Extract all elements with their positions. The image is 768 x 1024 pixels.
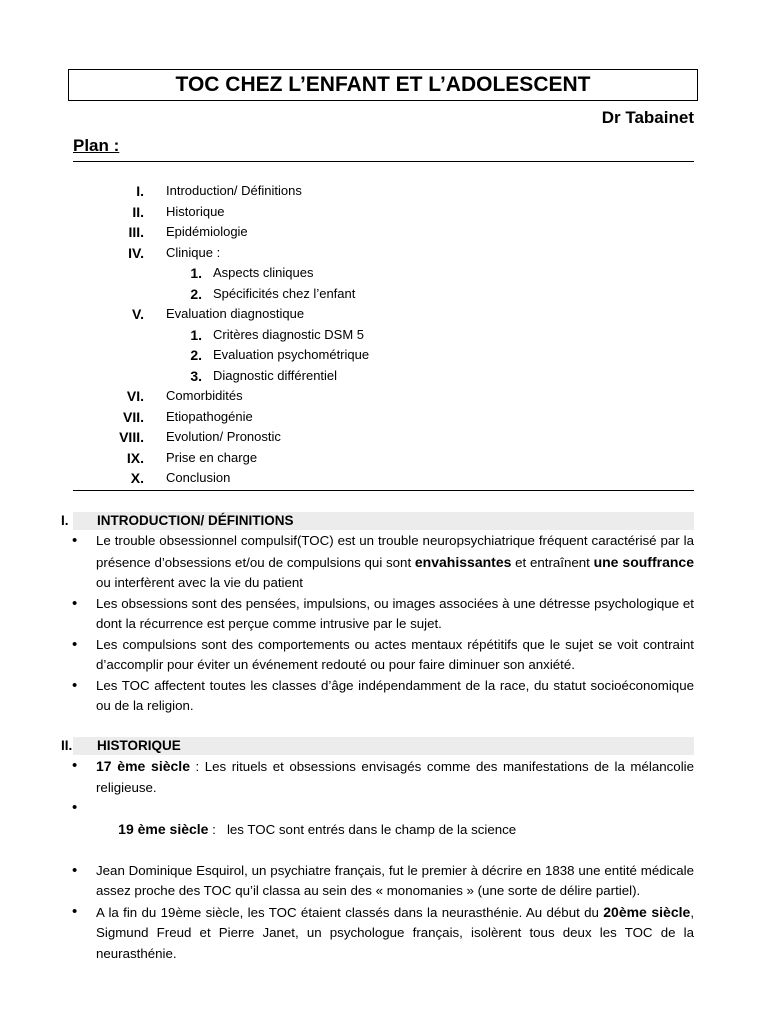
section-title: INTRODUCTION/ DÉFINITIONS [97, 513, 294, 528]
toc-subitem-number: 2. [190, 347, 202, 363]
bullet-text: : les TOC sont entrés dans le champ de la science [208, 821, 517, 837]
toc-subitem-label: Critères diagnostic DSM 5 [213, 326, 364, 342]
section-number: I. [61, 513, 69, 528]
bullet-item [96, 635, 694, 676]
toc-item [0, 243, 768, 264]
bullet-text: : Les rituels et obsessions envisagés comme des manifestations de la mélancolie religieuse. [96, 759, 694, 795]
toc-item-number: IV. [128, 244, 144, 261]
bullet-item [96, 902, 694, 965]
toc-subitem [0, 325, 768, 346]
toc-item-number: VIII. [119, 429, 144, 445]
bullet-bold-text: envahissantes [414, 553, 512, 570]
toc-subitem [0, 284, 768, 305]
toc-item [0, 202, 768, 223]
section-heading-introduction [61, 512, 694, 530]
toc-item-label: Clinique : [166, 244, 221, 260]
bullet-item [96, 531, 694, 594]
bullet-text: Jean Dominique Esquirol, un psychiatre français, fut le premier à décrire en 1838 une entité médicale assez proche des TOC qu’il classa au sein des « monomanies » (une sorte de délire partiel). [96, 862, 694, 898]
toc-item-label: Historique [166, 203, 225, 219]
toc-item-label: Evolution/ Pronostic [166, 429, 281, 444]
toc-subitem [0, 345, 768, 366]
section-number: II. [61, 738, 73, 753]
bullet-text: ou interfèrent avec la vie du patient [96, 575, 303, 590]
bullet-item [96, 798, 694, 861]
toc-subitem [0, 263, 768, 284]
toc-item-label: Conclusion [166, 470, 231, 485]
toc-subitem-label: Diagnostic différentiel [213, 367, 338, 383]
bullet-text: Les obsessions sont des pensées, impulsions, ou images associées à une détresse psychologique et dont la récurrence est perçue comme intrusive par le sujet. [96, 595, 694, 631]
toc-subitem-number: 2. [190, 285, 202, 302]
bullet-text: Les compulsions sont des comportements ou actes mentaux répétitifs que le sujet se voit contraint d’accomplir pour éviter un événement redouté ou pour faire diminuer son anxiété. [96, 636, 694, 672]
toc-item-label: Comorbidités [166, 388, 243, 403]
section-bullets-introduction [96, 531, 694, 717]
toc-item-label: Prise en charge [166, 449, 258, 465]
bullet-item [96, 594, 694, 635]
toc-item [0, 304, 768, 325]
toc-item-number: IX. [126, 449, 144, 466]
bullet-item [96, 861, 694, 902]
toc-item-label: Evaluation diagnostique [166, 306, 305, 321]
divider-top [73, 161, 694, 162]
toc-item-number: I. [136, 183, 144, 199]
toc-subitem-label: Evaluation psychométrique [213, 347, 370, 362]
toc-subitem-label: Aspects cliniques [213, 265, 314, 280]
author-name: Dr Tabainet [601, 108, 694, 127]
divider-bottom [73, 490, 694, 491]
plan-heading: Plan : [73, 136, 120, 155]
toc-subitem-label: Spécificités chez l’enfant [213, 285, 356, 301]
toc-item [0, 181, 768, 202]
toc-item-number: V. [132, 306, 144, 322]
section-title: HISTORIQUE [97, 738, 181, 753]
bullet-item [96, 676, 694, 717]
toc-item [0, 448, 768, 469]
toc-item [0, 427, 768, 448]
document-title: TOC CHEZ L’ENFANT ET L’ADOLESCENT [68, 69, 698, 101]
toc-subitem [0, 366, 768, 387]
toc-subitem-number: 1. [190, 326, 202, 343]
toc-subitem-number: 3. [190, 367, 202, 384]
section-bullets-historique [96, 756, 694, 964]
toc-item [0, 222, 768, 243]
bullet-text: Le trouble obsessionnel compulsif(TOC) est un trouble neuropsychiatrique fréquent caractérisé par la présence d’obsessions et/ou de compulsions qui sont [96, 533, 694, 570]
bullet-bold-text: 17 ème siècle [96, 758, 190, 774]
bullet-text: A la fin du 19ème siècle, les TOC étaient classés dans la neurasthénie. Au début du [96, 904, 604, 920]
toc-item-number: II. [132, 203, 144, 220]
bullet-bold-text: 19 ème siècle [118, 820, 209, 837]
bullet-bold-text: une souffrance [593, 553, 694, 570]
table-of-contents [0, 181, 768, 489]
toc-item [0, 386, 768, 407]
toc-item [0, 407, 768, 428]
bullet-text: et entraînent [511, 554, 594, 570]
toc-item-number: VI. [126, 388, 144, 404]
toc-item-label: Introduction/ Définitions [166, 183, 302, 198]
toc-item-label: Epidémiologie [166, 224, 248, 239]
bullet-text: , Sigmund Freud et Pierre Janet, un psychologue français, isolèrent tous deux les TOC de la neurasthénie. [96, 904, 695, 961]
toc-item-number: X. [130, 470, 144, 486]
section-heading-historique [61, 737, 694, 755]
toc-item [0, 468, 768, 489]
toc-item-number: VII. [122, 408, 144, 425]
bullet-item [96, 756, 694, 798]
toc-subitem-number: 1. [190, 265, 202, 281]
bullet-bold-text: 20ème siècle [603, 903, 691, 920]
toc-item-number: III. [128, 224, 144, 240]
bullet-text: Les TOC affectent toutes les classes d’âge indépendamment de la race, du statut socioéconomique ou de la religion. [96, 677, 694, 713]
toc-item-label: Etiopathogénie [166, 408, 253, 424]
